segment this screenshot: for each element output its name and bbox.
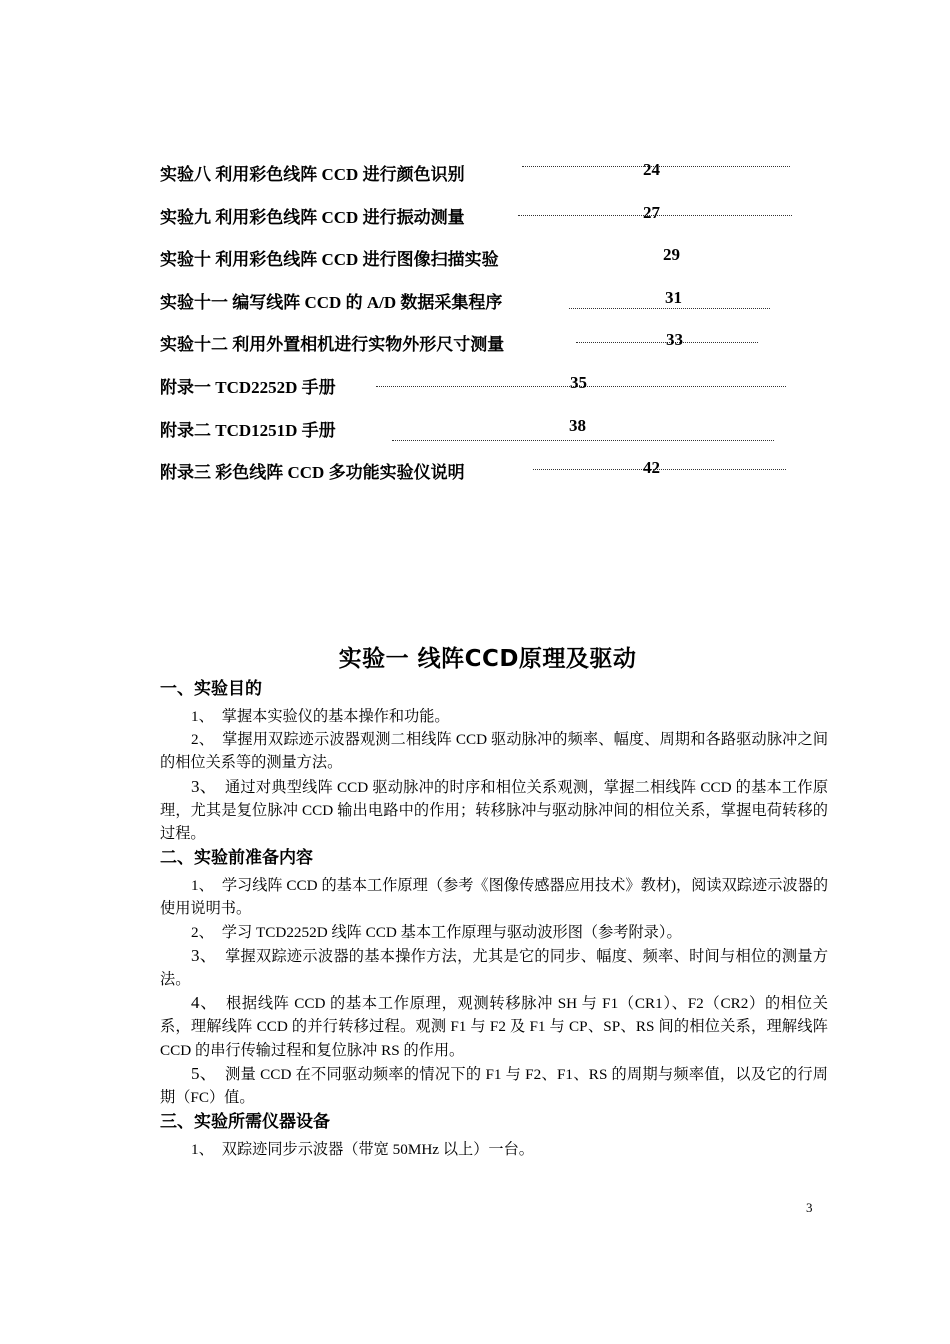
section-heading-equipment: 三、实验所需仪器设备: [160, 1112, 330, 1133]
toc-entry-label: 附录三 彩色线阵 CCD 多功能实验仪说明: [160, 463, 465, 483]
toc-entry-page: 27: [643, 202, 660, 222]
list-item: 3、 掌握双踪迹示波器的基本操作方法，尤其是它的同步、幅度、频率、时间与相位的测量方法。: [160, 945, 829, 989]
toc-entry-label: 附录二 TCD1251D 手册: [160, 420, 336, 440]
list-item: 2、 学习 TCD2252D 线阵 CCD 基本工作原理与驱动波形图（参考附录）。: [191, 923, 682, 941]
toc-entry[interactable]: [160, 288, 800, 331]
experiment-title: 实验一 线阵CCD原理及驱动: [338, 646, 637, 672]
table-of-contents: [160, 160, 800, 501]
toc-dot-leader: [569, 308, 770, 309]
toc-entry-label: 附录一 TCD2252D 手册: [160, 377, 336, 397]
list-item: 5、 测量 CCD 在不同驱动频率的情况下的 F1 与 F2、F1、RS 的周期与频率值，以及它的行周期（FC）值。: [160, 1063, 828, 1107]
list-item: 1、 双踪迹同步示波器（带宽 50MHz 以上）一台。: [191, 1141, 534, 1159]
list-item: 2、 掌握用双踪迹示波器观测二相线阵 CCD 驱动脉冲的频率、幅度、周期和各路驱动脉冲之间的相位关系等的测量方法。: [160, 731, 829, 772]
toc-entry-label: 实验十 利用彩色线阵 CCD 进行图像扫描实验: [160, 250, 499, 270]
toc-entry[interactable]: [160, 245, 800, 288]
list-item: 1、 掌握本实验仪的基本操作和功能。: [191, 708, 450, 725]
toc-entry-label: 实验九 利用彩色线阵 CCD 进行振动测量: [160, 207, 465, 227]
toc-entry-label: 实验八 利用彩色线阵 CCD 进行颜色识别: [160, 165, 465, 184]
list-item: 4、 根据线阵 CCD 的基本工作原理，观测转移脉冲 SH 与 F1（CR1）、F2（CR2）的相位关系，理解线阵 CCD 的并行转移过程。观测 F1 与 F2 及 F1 与 CP、SP、RS 间的相位关系，理解线阵 CCD 的串行传输过程和复位脉冲 RS 的作用。: [160, 993, 828, 1059]
toc-dot-leader: [392, 440, 774, 441]
list-item: 1、 学习线阵 CCD 的基本工作原理（参考《图像传感器应用技术》教材)，阅读双踪迹示波器的使用说明书。: [160, 877, 829, 918]
page-number: 3: [806, 1200, 813, 1215]
toc-entry[interactable]: [160, 416, 800, 459]
toc-entry[interactable]: [160, 160, 800, 203]
toc-entry[interactable]: [160, 373, 800, 416]
toc-entry-label: 实验十一 编写线阵 CCD 的 A/D 数据采集程序: [160, 292, 503, 312]
toc-entry[interactable]: [160, 330, 800, 373]
section-heading-objective: 一、实验目的: [160, 679, 262, 699]
toc-entry-label: 实验十二 利用外置相机进行实物外形尺寸测量: [160, 335, 505, 355]
section-heading-preparation: 二、实验前准备内容: [160, 848, 313, 869]
toc-entry-page: 38: [569, 415, 586, 435]
toc-entry-page: 35: [570, 372, 587, 392]
toc-entry-page: 42: [643, 458, 660, 478]
toc-entry[interactable]: [160, 203, 800, 246]
toc-entry-page: 29: [663, 245, 680, 265]
toc-entry-page: 33: [666, 330, 683, 350]
toc-entry-page: 24: [643, 160, 660, 179]
experiment-body: [160, 676, 828, 1161]
toc-entry-page: 31: [665, 287, 682, 307]
list-item: 3、 通过对典型线阵 CCD 驱动脉冲的时序和相位关系观测，掌握二相线阵 CCD 的基本工作原理，尤其是复位脉冲 CCD 输出电路中的作用；转移脉冲与驱动脉冲间的相位关系，掌握电荷转移的过程。: [160, 776, 829, 843]
toc-entry[interactable]: [160, 458, 800, 501]
